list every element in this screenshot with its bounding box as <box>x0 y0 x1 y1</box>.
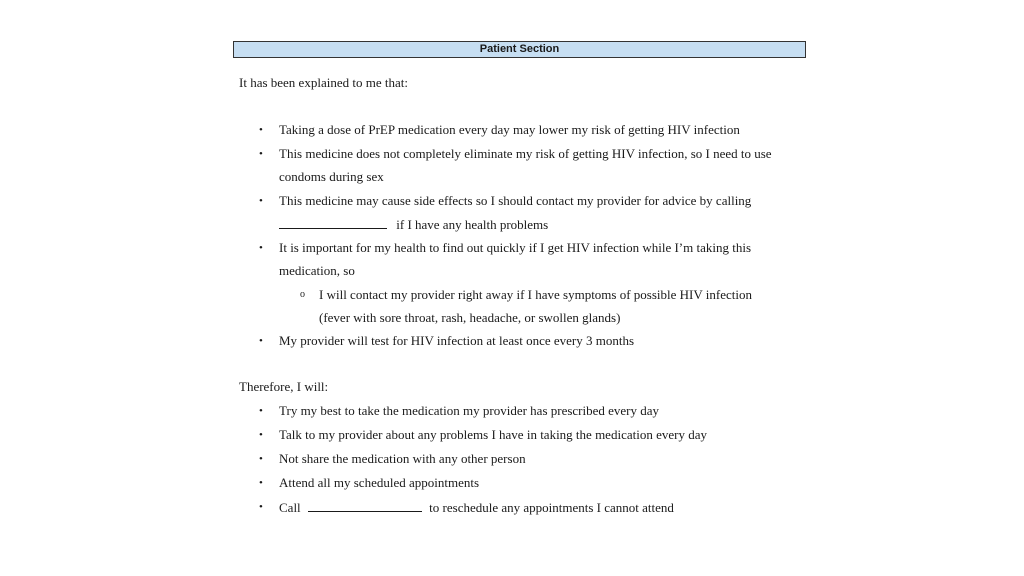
bullet-icon: • <box>259 477 263 489</box>
bullet-icon: • <box>259 335 263 347</box>
therefore-item-2: Talk to my provider about any problems I have in taking the medication every day <box>279 427 707 442</box>
bullet-icon: • <box>259 501 263 513</box>
bullet-icon: • <box>259 429 263 441</box>
explained-item-2-line-1: This medicine does not completely eliminate my risk of getting HIV infection, so I need to use <box>279 146 772 161</box>
therefore-intro: Therefore, I will: <box>239 379 329 394</box>
therefore-item-5 <box>279 499 674 516</box>
explained-sub-item-line-1: I will contact my provider right away if I have symptoms of possible HIV infection <box>319 287 752 302</box>
bullet-icon: • <box>259 148 263 160</box>
provider-phone-blank[interactable] <box>279 216 387 229</box>
explained-item-1: Taking a dose of PrEP medication every day may lower my risk of getting HIV infection <box>279 122 740 137</box>
reschedule-phone-blank[interactable] <box>308 499 422 512</box>
therefore-item-5-suffix: to reschedule any appointments I cannot attend <box>429 500 674 515</box>
explained-item-4-line-2: medication, so <box>279 263 355 278</box>
therefore-item-4: Attend all my scheduled appointments <box>279 475 480 490</box>
explained-item-4-line-1: It is important for my health to find out quickly if I get HIV infection while I’m taking this <box>279 240 752 255</box>
explained-item-3-line-2 <box>279 216 548 233</box>
sub-bullet-icon: o <box>300 289 305 300</box>
bullet-icon: • <box>259 242 263 254</box>
therefore-item-5-prefix: Call <box>279 500 301 515</box>
therefore-item-3: Not share the medication with any other person <box>279 451 526 466</box>
bullet-icon: • <box>259 195 263 207</box>
bullet-icon: • <box>259 405 263 417</box>
explained-item-3-line-1: This medicine may cause side effects so I should contact my provider for advice by calling <box>279 193 752 208</box>
explained-sub-item-line-2: (fever with sore throat, rash, headache, or swollen glands) <box>319 310 621 325</box>
bullet-icon: • <box>259 124 263 136</box>
explained-item-3-line-2-text: if I have any health problems <box>396 217 549 232</box>
explained-item-5: My provider will test for HIV infection at least once every 3 months <box>279 333 635 348</box>
therefore-item-1: Try my best to take the medication my provider has prescribed every day <box>279 403 660 418</box>
patient-section-header: Patient Section <box>233 41 806 58</box>
explained-item-2-line-2: condoms during sex <box>279 169 384 184</box>
explained-intro: It has been explained to me that: <box>239 75 408 90</box>
bullet-icon: • <box>259 453 263 465</box>
